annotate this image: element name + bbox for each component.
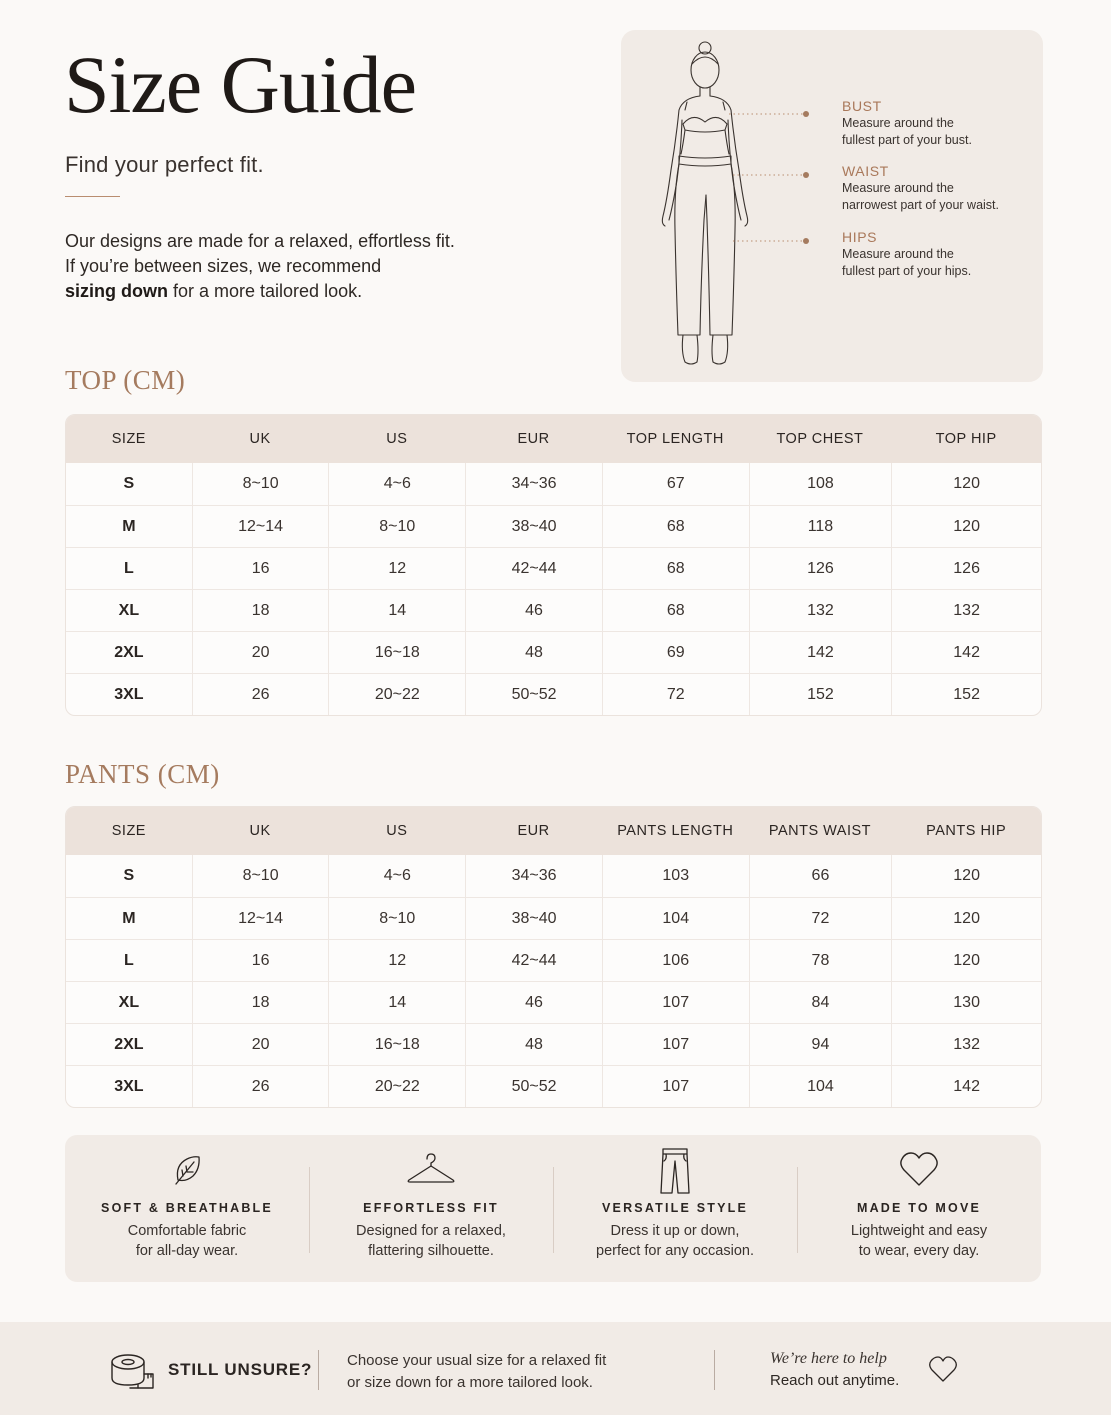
table-header-row xyxy=(66,807,1041,855)
footer-divider xyxy=(714,1350,715,1390)
reach-out-link[interactable]: Reach out anytime. xyxy=(770,1372,900,1389)
table-cell: 20~22 xyxy=(328,1066,465,1107)
feature-made-to-move xyxy=(797,1135,1041,1282)
feature-soft-breathable xyxy=(65,1135,309,1282)
table-row xyxy=(66,855,1041,897)
page-subtitle: Find your perfect fit. xyxy=(65,152,264,177)
table-cell: 34~36 xyxy=(465,855,602,897)
feature-description xyxy=(309,1221,553,1261)
table-cell: 107 xyxy=(602,1066,749,1107)
table-cell: 104 xyxy=(602,898,749,939)
measurement-guide-panel xyxy=(621,30,1043,382)
table-cell: 16 xyxy=(192,548,329,589)
table-cell: 38~40 xyxy=(465,506,602,547)
table-cell: 34~36 xyxy=(465,463,602,505)
column-header: TOP CHEST xyxy=(776,431,864,447)
table-cell: 46 xyxy=(465,590,602,631)
table-cell: 142 xyxy=(891,632,1041,673)
table-cell: 8~10 xyxy=(192,855,329,897)
column-header: US xyxy=(386,431,408,447)
column-header: PANTS HIP xyxy=(926,823,1007,839)
table-cell: 84 xyxy=(749,982,892,1023)
table-cell: 12~14 xyxy=(192,506,329,547)
table-cell: 152 xyxy=(891,674,1041,715)
table-cell: 132 xyxy=(891,590,1041,631)
table-body xyxy=(66,855,1041,1107)
table-header-row xyxy=(66,415,1041,463)
column-header: PANTS LENGTH xyxy=(617,823,734,839)
feature-versatile-style xyxy=(553,1135,797,1282)
table-cell: 72 xyxy=(602,674,749,715)
table-cell: 132 xyxy=(891,1024,1041,1065)
hanger-icon xyxy=(405,1147,457,1191)
table-cell: 72 xyxy=(749,898,892,939)
feature-title: VERSATILE STYLE xyxy=(602,1201,748,1215)
table-cell: 18 xyxy=(192,590,329,631)
intro-line-3 xyxy=(65,279,505,304)
table-cell: 14 xyxy=(328,982,465,1023)
table-cell: 103 xyxy=(602,855,749,897)
waist-label: WAIST xyxy=(842,163,889,179)
table-cell: 68 xyxy=(602,506,749,547)
feature-title: MADE TO MOVE xyxy=(856,1201,982,1215)
table-cell: 26 xyxy=(192,1066,329,1107)
table-cell: 26 xyxy=(192,674,329,715)
table-cell: L xyxy=(123,559,134,577)
table-body xyxy=(66,463,1041,715)
feature-desc-line-2: for all-day wear. xyxy=(135,1243,239,1259)
table-cell: 20~22 xyxy=(328,674,465,715)
pants-section-title: PANTS (CM) xyxy=(65,759,220,789)
pants-size-table xyxy=(65,806,1042,1108)
table-cell: 16~18 xyxy=(328,632,465,673)
table-cell: 20 xyxy=(192,632,329,673)
table-cell: 67 xyxy=(602,463,749,505)
feature-desc-line-1: Lightweight and easy xyxy=(850,1223,988,1239)
waist-measurement xyxy=(842,163,1032,214)
column-header: SIZE xyxy=(111,823,146,839)
table-cell: 132 xyxy=(749,590,892,631)
table-cell: 107 xyxy=(602,982,749,1023)
intro-text xyxy=(65,229,505,304)
table-cell: 142 xyxy=(891,1066,1041,1107)
column-header: EUR xyxy=(517,431,550,447)
leaf-icon xyxy=(165,1147,209,1191)
table-row xyxy=(66,463,1041,505)
features-panel xyxy=(65,1135,1041,1282)
table-cell: 42~44 xyxy=(465,548,602,589)
table-cell: 48 xyxy=(465,632,602,673)
table-row xyxy=(66,589,1041,631)
table-cell: 3XL xyxy=(114,685,144,703)
hips-desc-line-1: Measure around the xyxy=(842,247,954,261)
intro-line-2: If you’re between sizes, we recommend xyxy=(65,256,382,276)
feature-description xyxy=(797,1221,1041,1261)
table-cell: 50~52 xyxy=(465,1066,602,1107)
feature-desc-line-1: Comfortable fabric xyxy=(127,1223,247,1239)
table-cell: S xyxy=(123,867,135,884)
table-cell: 38~40 xyxy=(465,898,602,939)
heart-icon xyxy=(897,1147,941,1191)
table-cell: 69 xyxy=(602,632,749,673)
table-cell: 46 xyxy=(465,982,602,1023)
table-cell: L xyxy=(123,951,134,969)
feature-desc-line-2: flattering silhouette. xyxy=(368,1243,494,1259)
table-cell: 68 xyxy=(602,548,749,589)
table-cell: 16~18 xyxy=(328,1024,465,1065)
table-cell: 8~10 xyxy=(328,898,465,939)
table-cell: 12~14 xyxy=(192,898,329,939)
table-cell: 120 xyxy=(891,506,1041,547)
table-cell: 126 xyxy=(749,548,892,589)
column-header: US xyxy=(386,823,408,839)
table-cell: 3XL xyxy=(114,1077,144,1095)
table-cell: 118 xyxy=(749,506,892,547)
footer-message-line-1: Choose your usual size for a relaxed fit xyxy=(347,1352,607,1369)
table-cell: XL xyxy=(118,601,140,619)
table-cell: 126 xyxy=(891,548,1041,589)
table-row xyxy=(66,1023,1041,1065)
table-cell: 94 xyxy=(749,1024,892,1065)
table-row xyxy=(66,547,1041,589)
page-title: Size Guide xyxy=(64,39,417,130)
table-cell: 108 xyxy=(749,463,892,505)
bust-desc-line-1: Measure around the xyxy=(842,116,954,130)
table-cell: 2XL xyxy=(114,1035,144,1053)
column-header: UK xyxy=(249,431,271,447)
hips-measurement xyxy=(842,229,1032,280)
column-header: TOP LENGTH xyxy=(626,431,724,447)
table-cell: 12 xyxy=(328,548,465,589)
column-header: TOP HIP xyxy=(935,431,997,447)
still-unsure-label: STILL UNSURE? xyxy=(168,1360,313,1379)
feature-title: SOFT & BREATHABLE xyxy=(101,1201,273,1215)
table-row xyxy=(66,981,1041,1023)
hips-label: HIPS xyxy=(842,229,878,245)
table-cell: 42~44 xyxy=(465,940,602,981)
feature-description xyxy=(65,1221,309,1261)
table-cell: 48 xyxy=(465,1024,602,1065)
table-cell: 107 xyxy=(602,1024,749,1065)
feature-desc-line-1: Designed for a relaxed, xyxy=(356,1223,506,1239)
table-cell: 16 xyxy=(192,940,329,981)
table-row xyxy=(66,631,1041,673)
table-cell: 4~6 xyxy=(328,463,465,505)
column-header: EUR xyxy=(517,823,550,839)
table-row xyxy=(66,673,1041,715)
hips-desc-line-2: fullest part of your hips. xyxy=(842,264,972,278)
table-cell: 20 xyxy=(192,1024,329,1065)
table-cell: 120 xyxy=(891,898,1041,939)
waist-desc-line-1: Measure around the xyxy=(842,181,954,195)
table-cell: 120 xyxy=(891,940,1041,981)
waist-desc-line-2: narrowest part of your waist. xyxy=(842,198,1000,212)
table-cell: 4~6 xyxy=(328,855,465,897)
footer-message xyxy=(347,1350,667,1394)
top-section-title: TOP (CM) xyxy=(65,365,186,395)
feature-desc-line-2: perfect for any occasion. xyxy=(596,1243,754,1259)
footer-message-line-2: or size down for a more tailored look. xyxy=(347,1374,593,1391)
title-divider xyxy=(65,196,120,197)
table-cell: 18 xyxy=(192,982,329,1023)
column-header: SIZE xyxy=(111,431,146,447)
help-text: We’re here to help xyxy=(770,1350,887,1367)
column-header: UK xyxy=(249,823,271,839)
feature-title: EFFORTLESS FIT xyxy=(363,1201,499,1215)
heart-icon xyxy=(928,1355,958,1383)
table-cell: 8~10 xyxy=(328,506,465,547)
pants-icon xyxy=(655,1147,695,1197)
table-cell: 50~52 xyxy=(465,674,602,715)
intro-line-1: Our designs are made for a relaxed, effortless fit. xyxy=(65,231,455,251)
bust-desc-line-2: fullest part of your bust. xyxy=(842,133,972,147)
table-cell: 78 xyxy=(749,940,892,981)
table-cell: 14 xyxy=(328,590,465,631)
table-row xyxy=(66,897,1041,939)
feature-effortless-fit xyxy=(309,1135,553,1282)
feature-desc-line-1: Dress it up or down, xyxy=(610,1223,740,1239)
tape-measure-icon xyxy=(110,1352,156,1392)
help-footer xyxy=(0,1322,1111,1415)
table-cell: 152 xyxy=(749,674,892,715)
table-cell: M xyxy=(122,517,136,535)
table-row xyxy=(66,505,1041,547)
table-cell: 120 xyxy=(891,463,1041,505)
table-cell: 142 xyxy=(749,632,892,673)
feature-desc-line-2: to wear, every day. xyxy=(858,1243,980,1259)
table-row xyxy=(66,1065,1041,1107)
footer-divider xyxy=(318,1350,319,1390)
table-cell: 106 xyxy=(602,940,749,981)
intro-emphasis: sizing down xyxy=(65,281,168,301)
feature-description xyxy=(553,1221,797,1261)
column-header: PANTS WAIST xyxy=(768,823,872,839)
table-cell: 130 xyxy=(891,982,1041,1023)
table-cell: S xyxy=(123,475,135,492)
bust-label: BUST xyxy=(842,98,882,114)
table-cell: XL xyxy=(118,993,140,1011)
table-cell: M xyxy=(122,909,136,927)
table-cell: 66 xyxy=(749,855,892,897)
table-cell: 104 xyxy=(749,1066,892,1107)
table-cell: 2XL xyxy=(114,643,144,661)
intro-line-3-rest: for a more tailored look. xyxy=(168,281,363,301)
bust-measurement xyxy=(842,98,1032,149)
table-row xyxy=(66,939,1041,981)
table-cell: 120 xyxy=(891,855,1041,897)
top-size-table xyxy=(65,414,1042,716)
table-cell: 68 xyxy=(602,590,749,631)
table-cell: 8~10 xyxy=(192,463,329,505)
table-cell: 12 xyxy=(328,940,465,981)
